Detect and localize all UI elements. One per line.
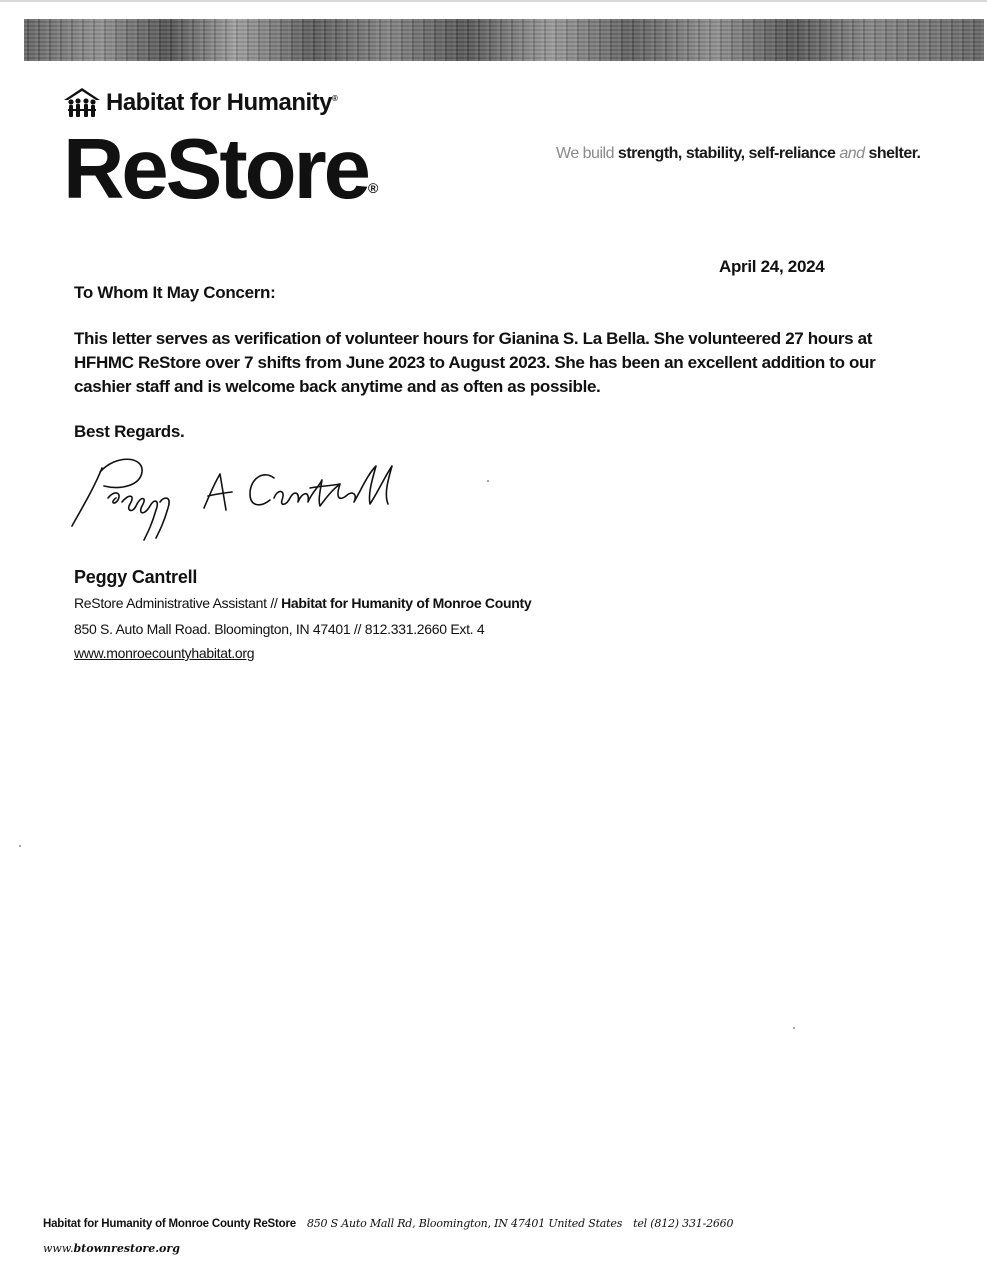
signer-title-line [74, 595, 531, 611]
scan-artifact-band [24, 19, 984, 61]
letter-body: This letter serves as verification of volunteer hours for Gianina S. La Bella. She volunteered 27 hours at HFHMC ReStore over 7 shifts from June 2023 to August 2023. She has been an excellent addition to our cashier staff and is welcome back anytime and as often as possible. [74, 329, 876, 396]
signer-name: Peggy Cantrell [74, 567, 198, 587]
letterhead-tagline: We build strength, stability, self-reliance and shelter. [556, 145, 921, 162]
restore-wordmark: ReStore® [63, 122, 379, 217]
footer-website[interactable]: www.btownrestore.org [43, 1242, 180, 1255]
footer-tel: tel (812) 331-2660 [633, 1217, 734, 1230]
signer-title: ReStore Administrative Assistant [74, 595, 267, 611]
habitat-logo [62, 84, 337, 122]
signer-address: 850 S. Auto Mall Road. Bloomington, IN 47401 [74, 621, 351, 637]
scan-speck [793, 1027, 795, 1029]
letter-salutation: To Whom It May Concern: [74, 283, 276, 302]
page-top-rule [0, 0, 987, 2]
signer-contact-line [74, 621, 484, 637]
separator: // [353, 621, 362, 637]
footer-address: 850 S Auto Mall Rd, Bloomington, IN 47401 United States [306, 1217, 623, 1230]
letter-date: April 24, 2024 [719, 257, 825, 276]
separator: // [270, 595, 278, 611]
letter-closing: Best Regards. [74, 422, 185, 441]
footer-org: Habitat for Humanity of Monroe County ReStore [43, 1218, 296, 1230]
signer-organization: Habitat for Humanity of Monroe County [281, 595, 532, 611]
footer-address-line [43, 1217, 733, 1230]
scan-speck [19, 845, 21, 847]
signer-phone: 812.331.2660 Ext. 4 [364, 621, 485, 637]
habitat-wordmark: Habitat for Humanity® [106, 89, 338, 116]
handwritten-signature [64, 448, 484, 548]
signer-website-link[interactable]: www.monroecountyhabitat.org [74, 645, 255, 661]
habitat-people-house-icon [62, 86, 102, 120]
scan-speck [487, 480, 489, 482]
